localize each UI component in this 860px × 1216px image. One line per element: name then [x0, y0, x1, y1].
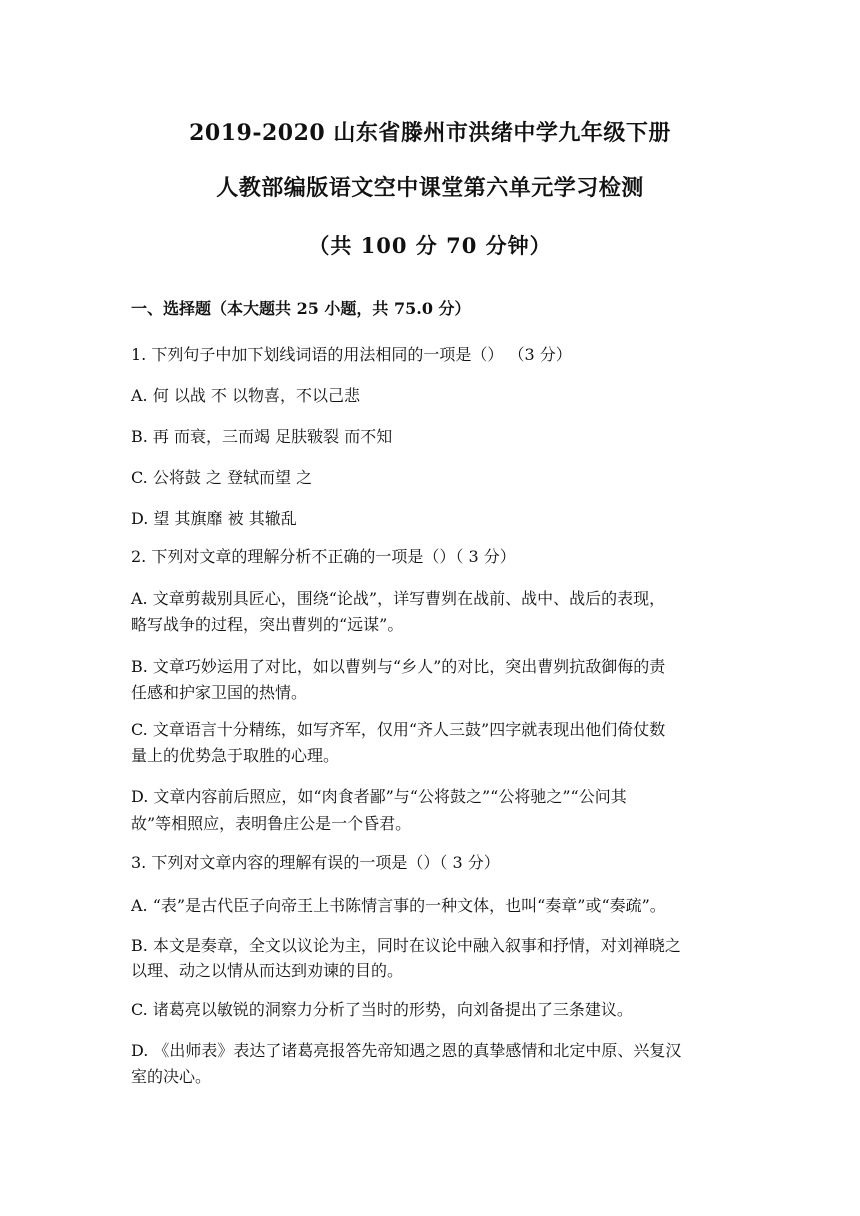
question-1-option-a: A. 何 以战 不 以物喜，不以己悲	[131, 386, 360, 405]
question-1-option-c: C. 公将鼓 之 登轼而望 之	[131, 468, 313, 487]
question-3-option-c: C. 诸葛亮以敏锐的洞察力分析了当时的形势，向刘备提出了三条建议。	[131, 1000, 633, 1019]
question-2-option-c-line-1: C. 文章语言十分精练，如写齐军，仅用“齐人三鼓”四字就表现出他们倚仗数	[131, 720, 666, 739]
question-1-option-b: B. 再 而衰，三而竭 足肤皲裂 而不知	[131, 427, 393, 446]
document-title-line-2: 人教部编版语文空中课堂第六单元学习检测	[216, 175, 644, 201]
question-2-option-b-line-1: B. 文章巧妙运用了对比，如以曹刿与“乡人”的对比，突出曹刿抗敌御侮的责	[131, 657, 666, 676]
question-2-option-c-line-2: 量上的优势急于取胜的心理。	[131, 746, 340, 765]
question-3-option-b-line-1: B. 本文是奏章，全文以议论为主，同时在议论中融入叙事和抒情，对刘禅晓之	[131, 936, 681, 955]
question-3-stem: 3. 下列对文章内容的理解有误的一项是（）（ 3 分）	[131, 853, 500, 872]
section-heading: 一、选择题（本大题共 25 小题，共 75.0 分）	[131, 299, 471, 318]
question-2-option-d-line-2: 故”等相照应，表明鲁庄公是一个昏君。	[131, 814, 412, 833]
question-2-stem: 2. 下列对文章的理解分析不正确的一项是（）（ 3 分）	[131, 547, 516, 566]
question-1-option-d: D. 望 其旗靡 被 其辙乱	[131, 509, 297, 528]
question-1-stem: 1. 下列句子中加下划线词语的用法相同的一项是（） （3 分）	[131, 345, 572, 364]
document-title-line-1: 2019-2020 山东省滕州市洪绪中学九年级下册	[189, 120, 671, 146]
question-3-option-a: A. “表”是古代臣子向帝王上书陈情言事的一种文体，也叫“奏章”或“奏疏”。	[131, 896, 666, 915]
question-3-option-b-line-2: 以理、动之以情从而达到劝谏的目的。	[131, 961, 404, 980]
question-2-option-d-line-1: D. 文章内容前后照应，如“肉食者鄙”与“公将鼓之”“公将驰之”“公问其	[131, 787, 627, 806]
question-2-option-a-line-2: 略写战争的过程，突出曹刿的“远谋”。	[131, 615, 404, 634]
document-score-time: （共 100 分 70 分钟）	[308, 233, 552, 258]
question-2-option-a-line-1: A. 文章剪裁别具匠心，围绕“论战”，详写曹刿在战前、战中、战后的表现，	[131, 589, 666, 608]
question-2-option-b-line-2: 任感和护家卫国的热情。	[131, 683, 308, 702]
question-3-option-d-line-1: D. 《出师表》表达了诸葛亮报答先帝知遇之恩的真挚感情和北定中原、兴复汉	[131, 1041, 682, 1060]
question-3-option-d-line-2: 室的决心。	[131, 1067, 212, 1086]
